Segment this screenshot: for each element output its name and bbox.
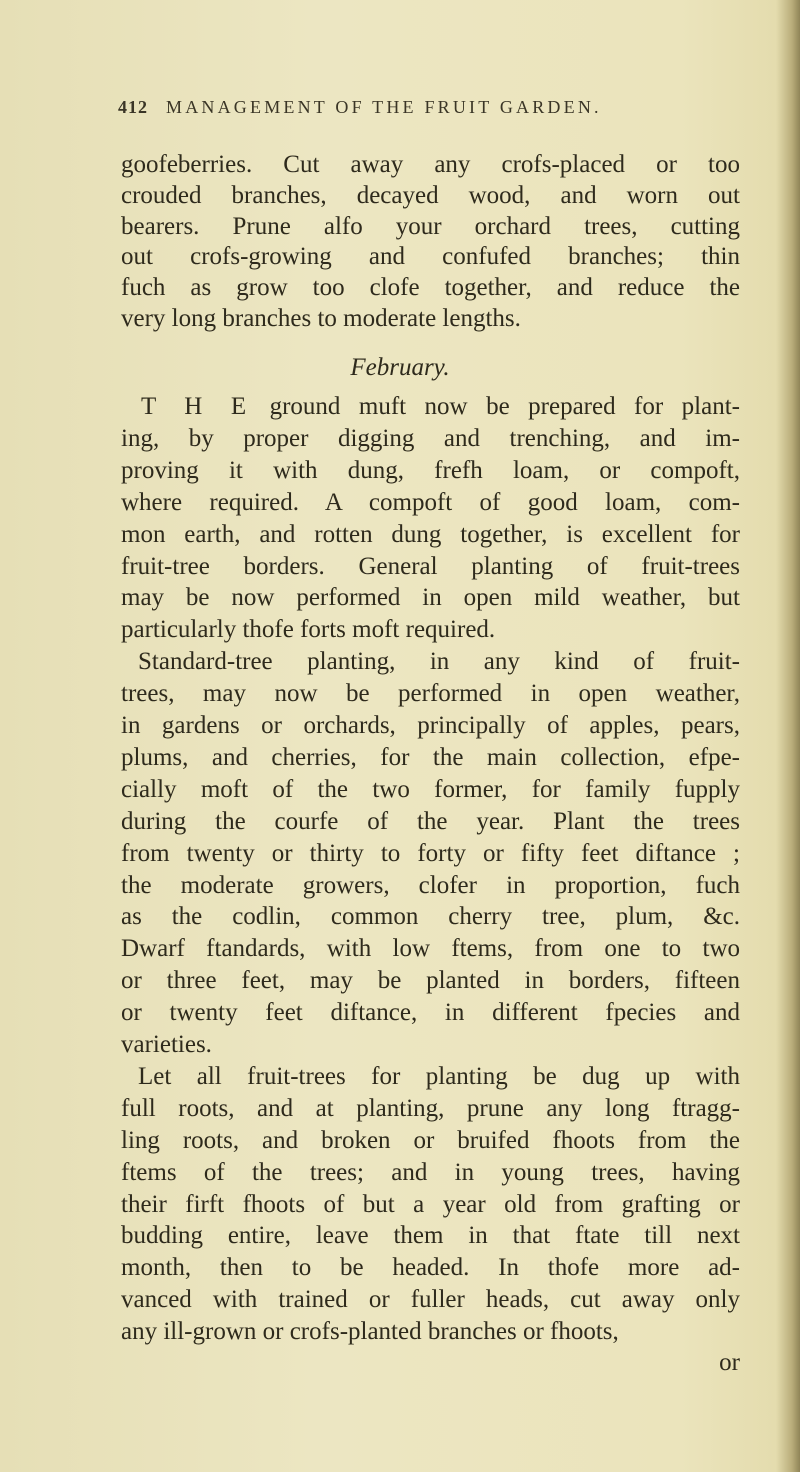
text-line: goofeberries. Cut away any crofs-placed or too [121, 151, 740, 178]
text-line: during the courfe of the year. Plant the trees [121, 807, 740, 835]
text-line [141, 391, 740, 423]
text-line: the moderate growers, clofer in proportion, fuch [121, 871, 740, 899]
text-line: full roots, and at planting, prune any long ftragg- [121, 1094, 740, 1122]
text-line: month, then to be headed. In thofe more ad- [121, 1254, 740, 1282]
text-line: very long branches to moderate lengths. [121, 305, 521, 332]
text-line: plums, and cherries, for the main collection, efpe- [121, 743, 740, 771]
page-number: 412 [118, 97, 148, 117]
text-line: particularly thofe forts moft required. [121, 616, 496, 644]
text-line: trees, may now be performed in open weather, [121, 680, 740, 708]
text-line: as the codlin, common cherry tree, plum, &c. [121, 903, 740, 931]
text-line: or twenty feet diftance, in different fpecies and [121, 999, 740, 1027]
text-line: ing, by proper digging and trenching, and im- [121, 424, 740, 452]
text-line: mon earth, and rotten dung together, is excellent for [121, 520, 740, 548]
running-title: MANAGEMENT OF THE FRUIT GARDEN. [166, 97, 602, 117]
text-line: proving it with dung, frefh loam, or compoft, [121, 456, 740, 484]
catchword: or [719, 1349, 740, 1376]
running-header [118, 97, 718, 118]
text-line: varieties. [121, 1031, 212, 1058]
text-line: any ill-grown or crofs-planted branches or fhoots, [121, 1318, 619, 1346]
text-line: vanced with trained or fuller heads, cut away only [121, 1286, 740, 1314]
text-line: Dwarf ftandards, with low ftems, from one to two [121, 935, 740, 963]
text-line: in gardens or orchards, principally of apples, pears, [121, 712, 740, 739]
text-line: ling roots, and broken or bruifed fhoots from the [121, 1126, 740, 1154]
text-line: where required. A compoft of good loam, com- [121, 488, 740, 516]
text-line: cially moft of the two former, for family fupply [121, 775, 740, 803]
section-heading: February. [350, 354, 450, 381]
text-line: crouded branches, decayed wood, and worn out [121, 181, 740, 209]
text-line: from twenty or thirty to forty or fifty feet diftance ; [121, 839, 740, 867]
text-line: out crofs-growing and confufed branches; thin [121, 243, 740, 271]
text-line: fuch as grow too clofe together, and reduce the [121, 274, 740, 302]
text-line: Let all fruit-trees for planting be dug up with [138, 1062, 740, 1090]
text-line: may be now performed in open mild weather, but [121, 584, 740, 612]
drop-word: T H E [141, 393, 252, 420]
text-line: fruit-tree borders. General planting of fruit-trees [121, 552, 740, 580]
text-line: Standard-tree planting, in any kind of fruit- [138, 648, 740, 676]
text-line-rest: ground muft now be prepared for plant- [269, 393, 740, 420]
text-line: budding entire, leave them in that ftate till next [121, 1222, 740, 1250]
text-line: bearers. Prune alfo your orchard trees, cutting [121, 212, 740, 240]
text-line: ftems of the trees; and in young trees, having [121, 1158, 740, 1186]
text-line: or three feet, may be planted in borders, fifteen [121, 967, 740, 995]
text-line: their firft fhoots of but a year old from grafting or [121, 1190, 740, 1218]
